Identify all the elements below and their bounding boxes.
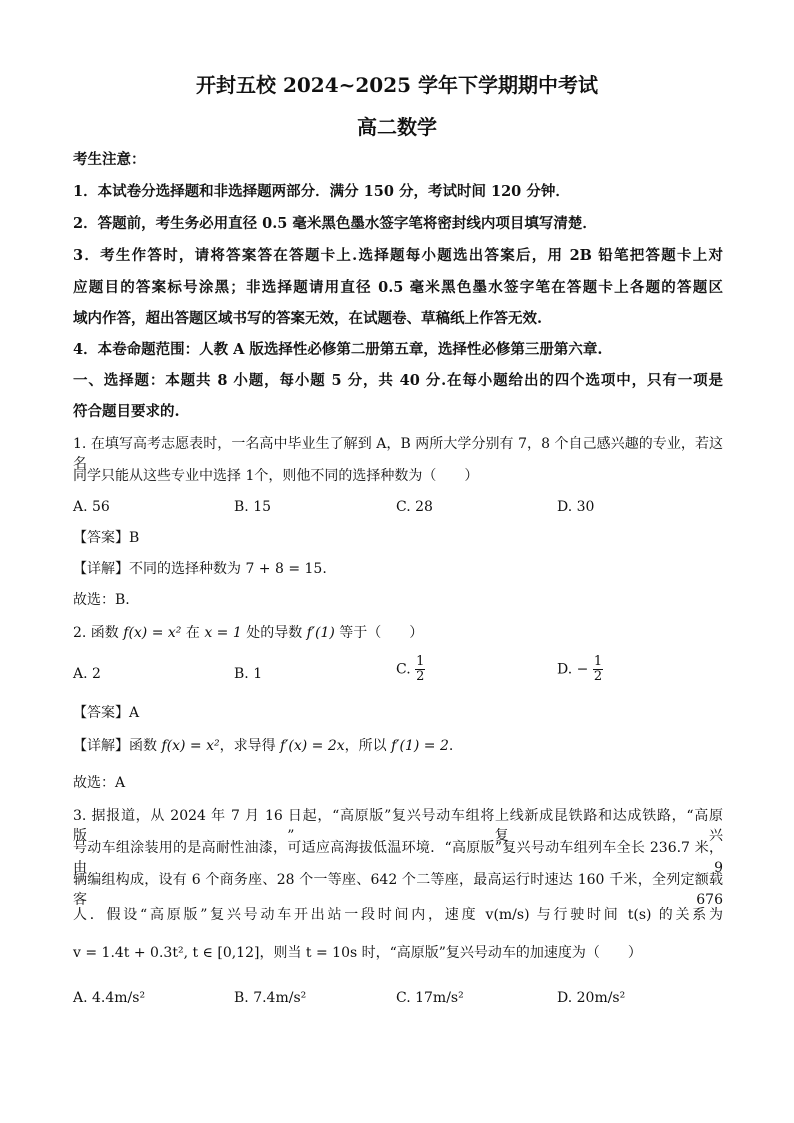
question-2-prefix: 2. 函数 [73, 625, 124, 641]
question-3-line-1: 3. 据报道，从 2024 年 7 月 16 日起，“高原版”复兴号动车组将上线新成昆铁路和达成铁路，“高原版”复兴 [73, 808, 723, 844]
question-3-line-5: v = 1.4t + 0.3t², t ∈ [0,12]，则当 t = 10s 时，“高原版”复兴号动车的加速度为（ ） [73, 945, 642, 961]
question-1-line-1: 1. 在填写高考志愿表时，一名高中毕业生了解到 A，B 两所大学分别有 7，8 个自己感兴趣的专业，若这名 [73, 436, 723, 472]
question-2-detail-derivative: f′(x) = 2x [280, 738, 345, 754]
question-2-mid2: 处的导数 [241, 625, 307, 641]
notice-item-3-line-2: 应题目的答案标号涂黑；非选择题请用直径 0.5 毫米黑色墨水签字笔在答题卡上各题的答题区 [73, 279, 723, 296]
question-2-option-d [557, 655, 603, 684]
exam-title: 开封五校 2024~2025 学年下学期期中考试 [195, 73, 598, 97]
exam-subtitle: 高二数学 [357, 115, 437, 139]
question-2-detail-function: f(x) = x² [161, 738, 220, 754]
question-1-option-b: B. 15 [234, 499, 272, 515]
fraction-denominator: 2 [416, 669, 425, 684]
question-2-option-a: A. 2 [73, 666, 101, 682]
notice-item-2: 2．答题前，考生务必用直径 0.5 毫米黑色墨水签字笔将密封线内项目填写清楚． [73, 215, 597, 232]
question-2-detail-end: . [448, 738, 454, 754]
notice-heading: 考生注意： [73, 151, 146, 168]
question-3-line-2: 号动车组涂装用的是高耐性油漆，可适应高海拔低温环境．“高原版”复兴号动车组列车全长 236.7 米，由 9 [73, 840, 723, 876]
question-3-option-a: A. 4.4m/s² [73, 990, 146, 1006]
question-3-option-d: D. 20m/s² [557, 990, 626, 1006]
question-2-option-c-fraction [415, 655, 425, 684]
fraction-numerator: 1 [593, 654, 603, 669]
question-1-answer: 【答案】B [73, 530, 140, 546]
question-2-detail [73, 736, 723, 756]
question-2-option-c-label: C. [396, 661, 411, 678]
question-2-point: x = 1 [204, 625, 242, 641]
question-3-option-b: B. 7.4m/s² [234, 990, 307, 1006]
question-3-option-c: C. 17m/s² [396, 990, 464, 1006]
question-2-function: f(x) = x² [123, 625, 182, 641]
question-1-detail: 【详解】不同的选择种数为 7 + 8 = 15. [73, 561, 327, 577]
question-1-conclusion: 故选：B. [73, 592, 130, 608]
question-2-option-b: B. 1 [234, 666, 263, 682]
section-heading-line-1: 一、选择题：本题共 8 小题，每小题 5 分，共 40 分.在每小题给出的四个选项中，只有一项是 [73, 372, 723, 389]
section-heading-line-2: 符合题目要求的. [73, 403, 180, 420]
question-1-option-d: D. 30 [557, 499, 595, 515]
question-2-detail-mid2: ，所以 [344, 738, 392, 754]
notice-item-4: 4．本卷命题范围：人教 A 版选择性必修第二册第五章，选择性必修第三册第六章. [73, 341, 603, 358]
question-2-option-c [396, 655, 425, 684]
question-1-option-c: C. 28 [396, 499, 433, 515]
question-2-answer: 【答案】A [73, 705, 140, 721]
notice-item-3-line-1: 3．考生作答时，请将答案答在答题卡上.选择题每小题选出答案后，用 2B 铅笔把答题卡上对 [73, 247, 723, 264]
question-2-suffix: 等于（ ） [334, 625, 424, 641]
question-3-line-3: 辆编组构成，设有 6 个商务座、28 个一等座、642 个二等座，最高运行时速达 160 千米，全列定额载客 676 [73, 872, 723, 908]
question-2-option-d-fraction [593, 655, 603, 684]
question-2-detail-result: f′(1) = 2 [391, 738, 449, 754]
fraction-denominator: 2 [593, 669, 603, 684]
fraction-numerator: 1 [416, 654, 425, 669]
question-1-option-a: A. 56 [73, 499, 110, 515]
question-2-option-d-label: D. − [557, 661, 589, 678]
question-1-line-2: 同学只能从这些专业中选择 1个，则他不同的选择种数为（ ） [73, 468, 479, 484]
notice-item-3-line-3: 域内作答，超出答题区域书写的答案无效，在试题卷、草稿纸上作答无效. [73, 310, 543, 327]
question-2-derivative: f′(1) [306, 625, 335, 641]
question-2-detail-prefix: 【详解】函数 [73, 738, 162, 754]
question-2-conclusion: 故选：A [73, 775, 126, 791]
question-2-stem [73, 623, 723, 643]
notice-item-1: 1．本试卷分选择题和非选择题两部分．满分 150 分，考试时间 120 分钟． [73, 183, 570, 200]
question-2-detail-mid: ，求导得 [219, 738, 281, 754]
question-3-line-4: 人．假设“高原版”复兴号动车开出站一段时间内，速度 v(m/s) 与行驶时间 t(s) 的关系为 [73, 907, 723, 923]
question-2-mid: 在 [181, 625, 205, 641]
